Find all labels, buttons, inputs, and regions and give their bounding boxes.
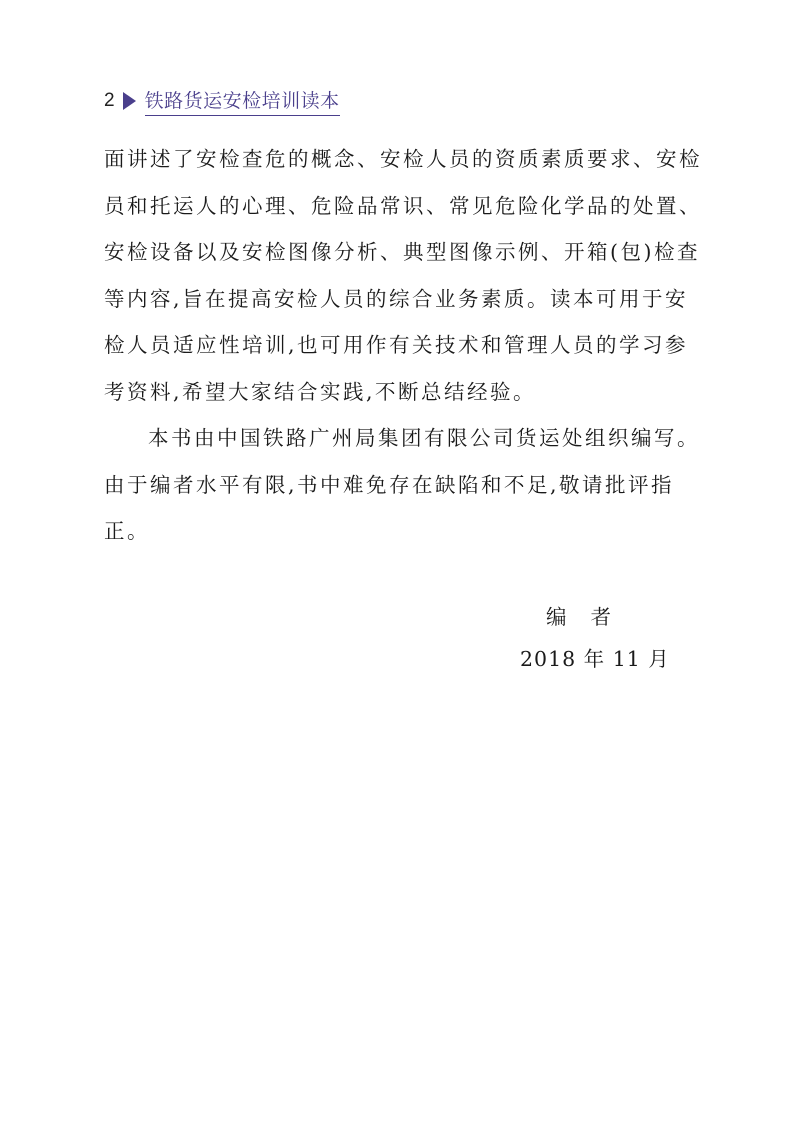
preface-body [104, 136, 704, 555]
triangle-marker-icon [123, 92, 136, 110]
paragraph-1: 面讲述了安检查危的概念、安检人员的资质素质要求、安检员和托运人的心理、危险品常识、常见危险化学品的处置、安检设备以及安检图像分析、典型图像示例、开箱(包)检查等内容,旨在提高安检人员的综合业务素质。读本可用于安检人员适应性培训,也可用作有关技术和管理人员的学习参考资料,希望大家结合实践,不断总结经验。 [104, 147, 702, 404]
book-title: 铁路货运安检培训读本 [145, 86, 340, 116]
paragraph-2: 本书由中国铁路广州局集团有限公司货运处组织编写。由于编者水平有限,书中难免存在缺陷和不足,敬请批评指正。 [104, 426, 700, 543]
running-header [104, 86, 340, 116]
signature-date: 2018 年 11 月 [520, 647, 670, 671]
signature-block [520, 596, 670, 680]
page-number: 2 [104, 90, 115, 111]
signature-author: 编者 [546, 605, 635, 629]
